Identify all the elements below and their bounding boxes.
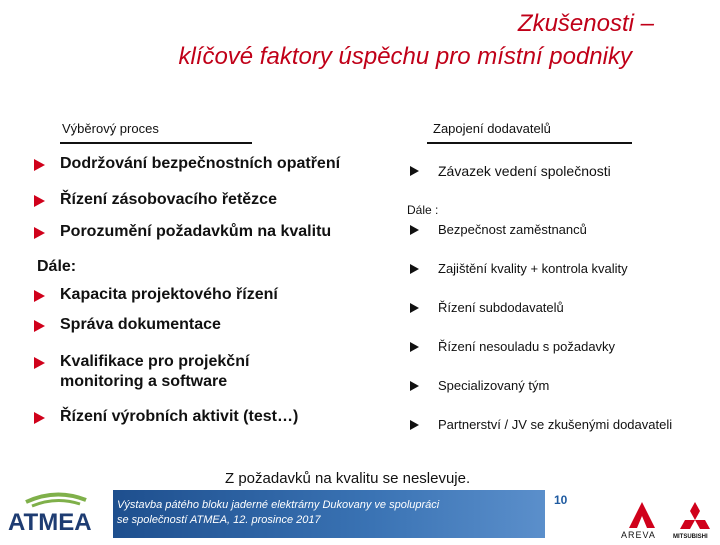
bullet-arrow-icon [410,166,419,176]
bullet-arrow-icon [410,303,419,313]
slide-title-line1: Zkušenosti – [517,10,654,37]
page-number: 10 [554,493,568,507]
bullet-arrow-icon [34,227,45,239]
right-list-item: Specializovaný tým [410,378,549,393]
right-list-item: Bezpečnost zaměstnanců [410,222,587,237]
right-list-item: Řízení nesouladu s požadavky [410,339,615,354]
bullet-arrow-icon [410,264,419,274]
bullet-arrow-icon [410,225,419,235]
footer-text: Výstavba pátého bloku jaderné elektrárny Dukovany ve spolupráci se společností ATMEA, 12. prosince 2017 [117,499,440,526]
left-list-item: Kapacita projektového řízení [34,285,278,305]
bullet-arrow-icon [410,342,419,352]
bullet-arrow-icon [34,159,45,171]
bullet-arrow-icon [34,195,45,207]
svg-text:AREVA: AREVA [621,530,656,540]
bullet-arrow-icon [34,357,45,369]
areva-logo [617,500,667,540]
left-list-item: Řízení výrobních aktivit (test…) [34,407,298,427]
bullet-arrow-icon [410,381,419,391]
bullet-arrow-icon [34,320,45,332]
bullet-arrow-icon [410,420,419,430]
right-list-item: Zajištění kvality + kontrola kvality [410,261,628,276]
mitsubishi-logo [672,500,718,540]
right-list-item: Závazek vedení společnosti [410,163,611,179]
left-column-heading: Výběrový proces [62,121,159,136]
bullet-arrow-icon [34,412,45,424]
right-list-item: Partnerství / JV se zkušenými dodavateli [410,417,672,432]
quality-note: Z požadavků na kvalitu se neslevuje. [225,470,471,487]
left-list-item: Správa dokumentace [34,315,221,335]
left-more-label: Dále: [37,258,77,275]
left-list-item: Kvalifikace pro projekční monitoring a software [34,352,249,392]
left-list-item: Řízení zásobovacího řetězce [34,190,277,210]
svg-text:ATMEA: ATMEA [8,509,92,536]
left-heading-rule [60,142,252,144]
slide-title-line2: klíčové faktory úspěchu pro místní podniky [178,43,632,70]
right-column-heading: Zapojení dodavatelů [433,121,551,136]
right-more-label: Dále : [407,203,439,217]
right-heading-rule [427,142,632,144]
bullet-arrow-icon [34,290,45,302]
right-list-item: Řízení subdodavatelů [410,300,564,315]
footer-band [113,490,545,538]
svg-text:MITSUBISHI: MITSUBISHI [673,534,708,540]
left-list-item: Porozumění požadavkům na kvalitu [34,222,331,242]
atmea-logo [4,490,112,538]
left-list-item: Dodržování bezpečnostních opatření [34,154,340,174]
